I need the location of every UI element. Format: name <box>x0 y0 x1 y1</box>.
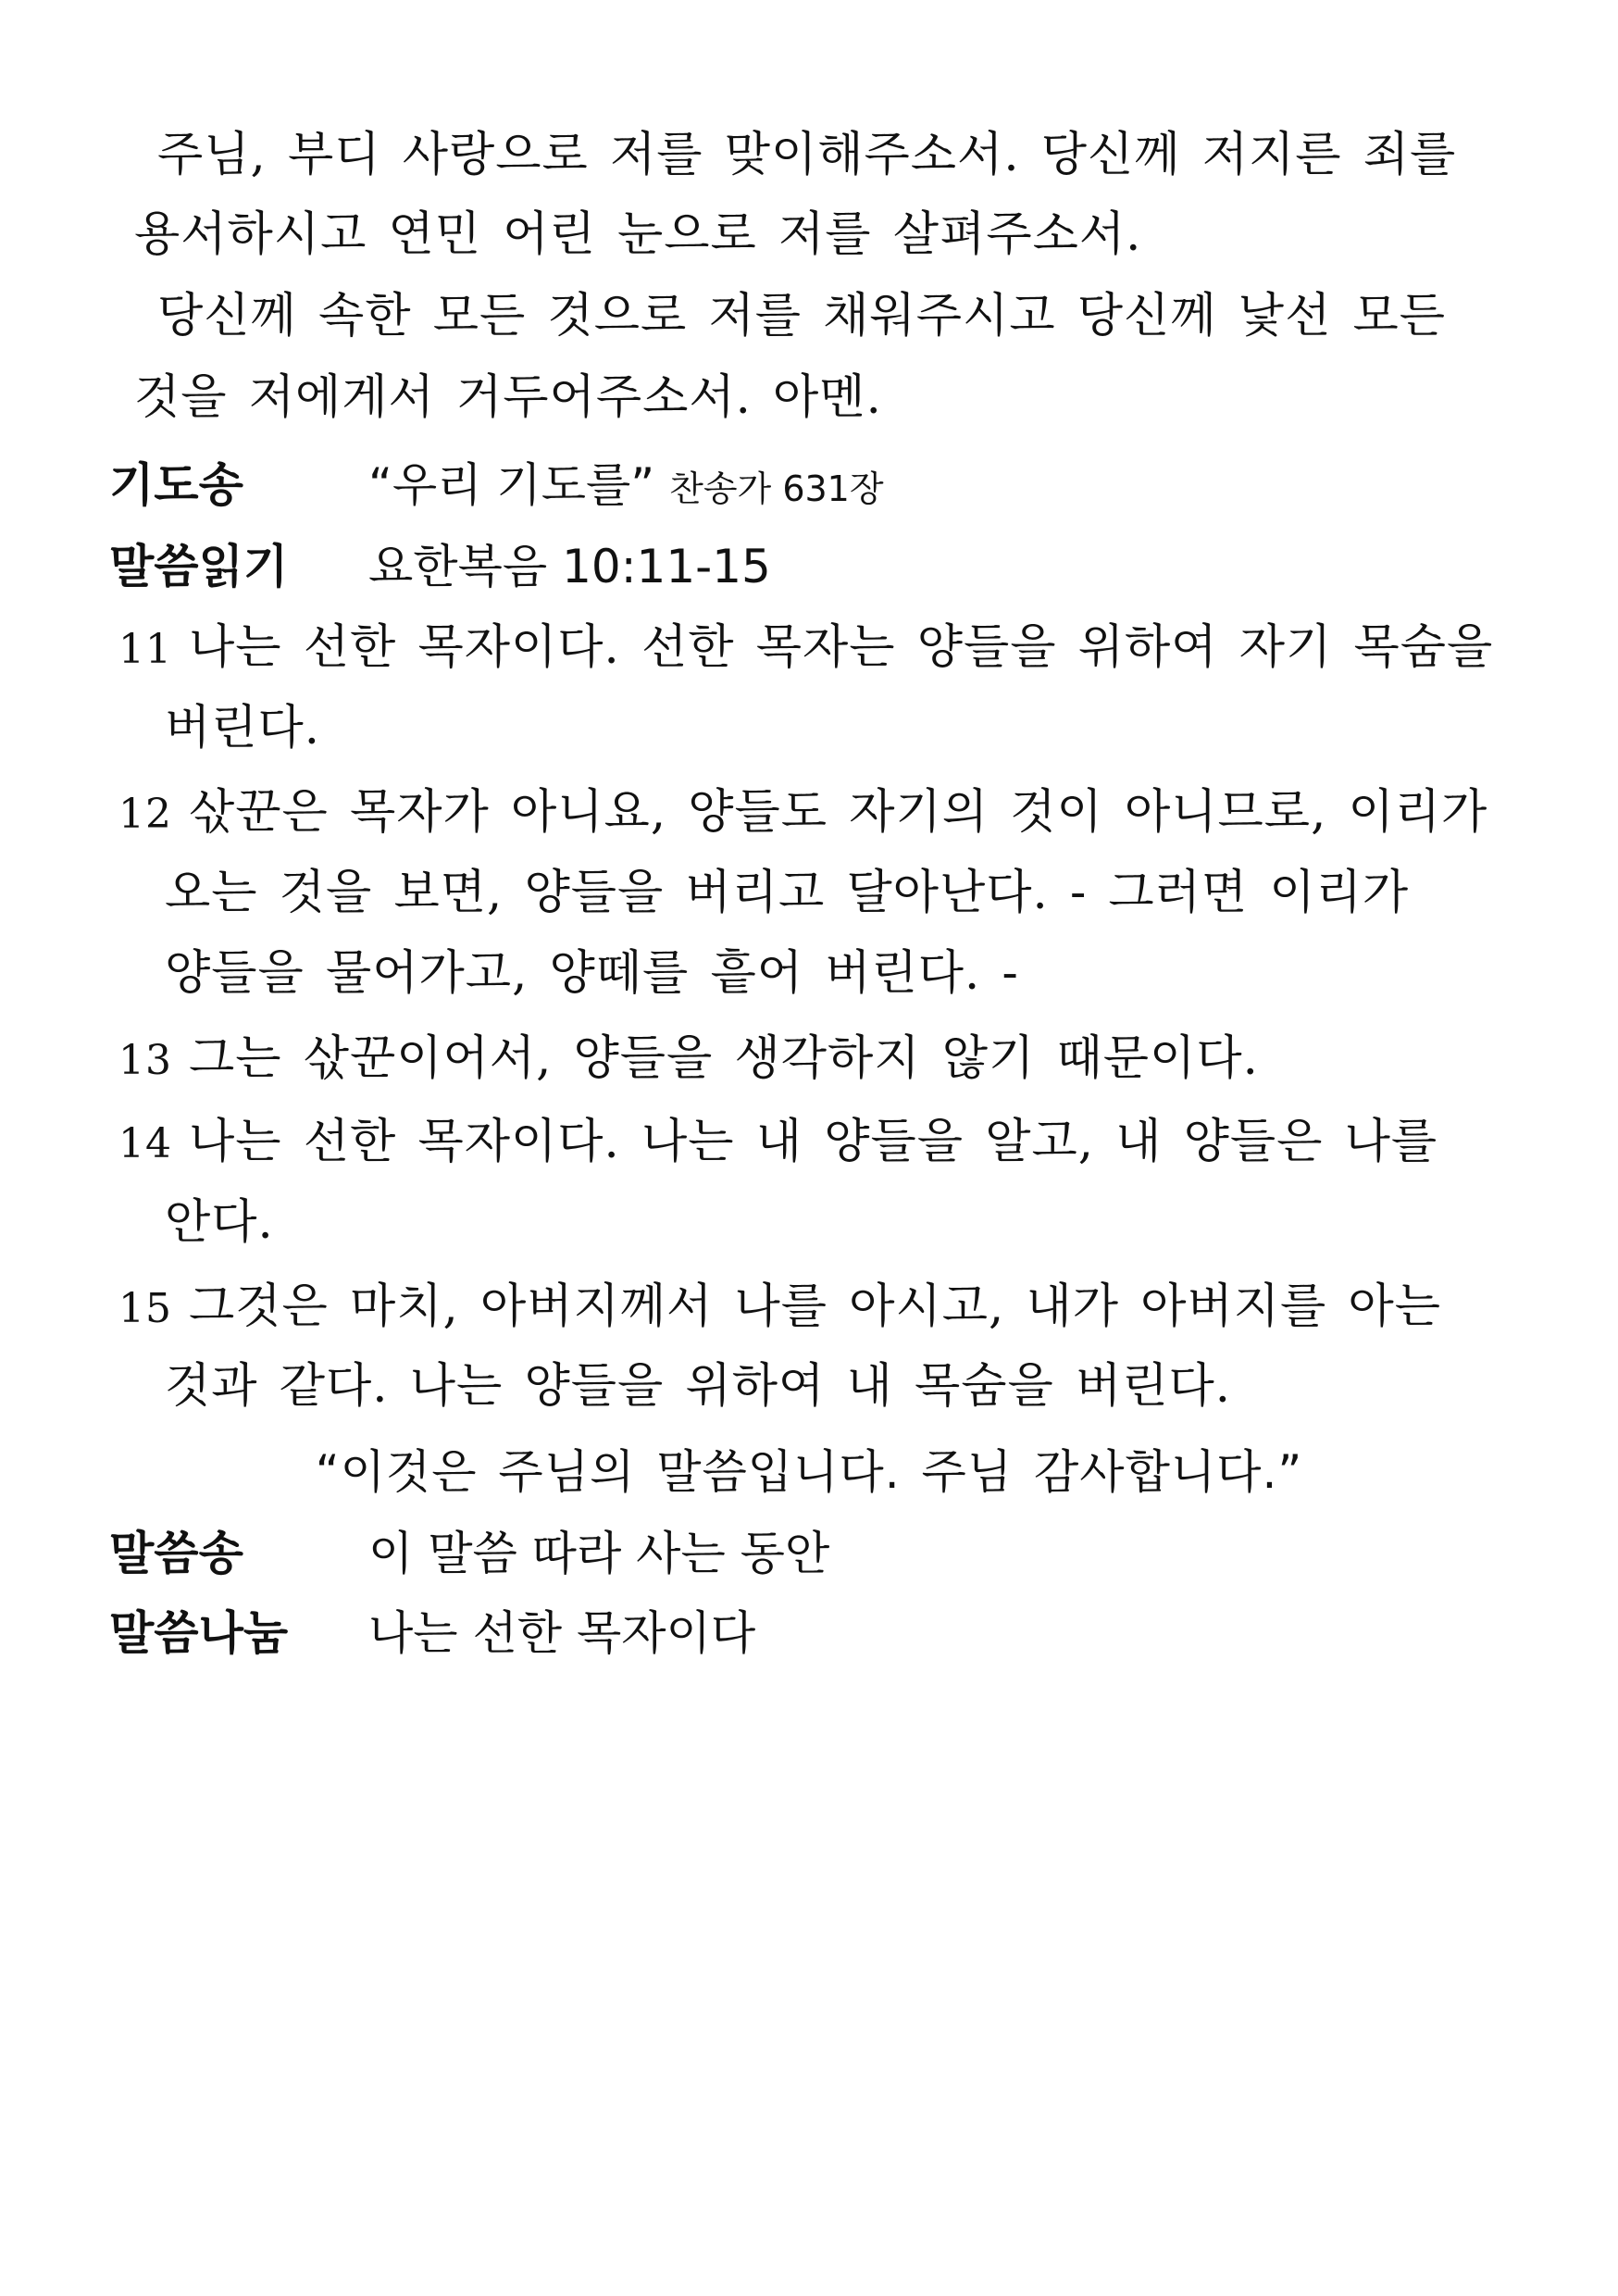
prayer-line: 당신께 속한 모든 것으로 저를 채워주시고 당신께 낯선 모든 <box>157 289 1447 343</box>
prayer-line: 주님, 부디 사랑으로 저를 맞이해주소서. 당신께 저지른 죄를 <box>157 128 1457 182</box>
reading-reference: 요한복음 10:11-15 <box>368 540 771 593</box>
verse-text: 안다. <box>165 1195 274 1250</box>
verse-14 <box>118 1115 1438 1172</box>
verse-text: 나는 선한 목자이다. 나는 내 양들을 알고, 내 양들은 나를 <box>189 1115 1438 1169</box>
closing-response: “이것은 주님의 말씀입니다. 주님 감사합니다.” <box>315 1445 1303 1499</box>
verse-number: 14 <box>118 1120 172 1167</box>
prayer-song-hymn: 찬송가 631장 <box>669 468 884 509</box>
verse-number: 15 <box>118 1285 172 1332</box>
prayer-line: 용서하시고 연민 어린 눈으로 저를 살펴주소서. <box>134 207 1142 262</box>
verse-number: 12 <box>118 791 172 838</box>
verse-text: 나는 선한 목자이다. 선한 목자는 양들을 위하여 자기 목숨을 <box>189 620 1494 675</box>
verse-15 <box>118 1279 1441 1337</box>
prayer-line: 것을 저에게서 거두어주소서. 아멘. <box>134 370 882 425</box>
verse-number: 11 <box>118 626 172 673</box>
reading-label: 말씀읽기 <box>109 540 289 593</box>
sharing-label: 말씀나눔 <box>109 1606 289 1660</box>
verse-text: 양들을 물어가고, 양떼를 흩어 버린다. - <box>165 946 1019 1001</box>
verse-text: 것과 같다. 나는 양들을 위하여 내 목숨을 버린다. <box>165 1359 1231 1414</box>
prayer-song-value <box>368 457 884 517</box>
verse-text: 오는 것을 보면, 양들을 버리고 달아난다. - 그러면 이리가 <box>165 866 1410 920</box>
verse-13 <box>118 1031 1259 1089</box>
sharing-value: 나는 선한 목자이다 <box>368 1606 756 1660</box>
verse-text: 그것은 마치, 아버지께서 나를 아시고, 내가 아버지를 아는 <box>189 1279 1442 1334</box>
verse-12 <box>118 785 1487 842</box>
verse-number: 13 <box>118 1037 172 1084</box>
prayer-song-label: 기도송 <box>109 458 243 512</box>
verse-text: 삯꾼은 목자가 아니요, 양들도 자기의 것이 아니므로, 이리가 <box>189 785 1488 840</box>
verse-11 <box>118 620 1493 678</box>
prayer-song-title: “우리 기도를” <box>368 458 655 512</box>
word-song-value: 이 말씀 따라 사는 동안 <box>368 1527 830 1580</box>
verse-text: 버린다. <box>165 701 321 755</box>
verse-text: 그는 삯꾼이어서, 양들을 생각하지 않기 때문이다. <box>189 1031 1259 1086</box>
word-song-label: 말씀송 <box>109 1527 243 1580</box>
